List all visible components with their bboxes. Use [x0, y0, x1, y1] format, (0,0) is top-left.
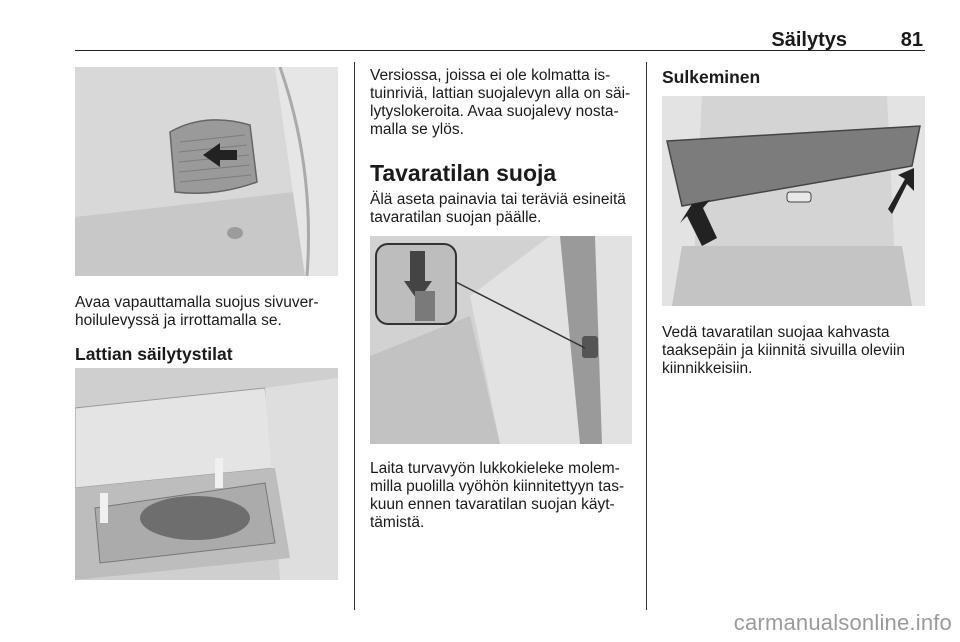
column-divider-right: [646, 62, 647, 610]
seatbelt-tongue-illustration: [370, 236, 632, 444]
floor-storage-heading: Lattian säilytystilat: [75, 344, 233, 364]
page-header: [75, 0, 925, 51]
load-cover-heading: Tavaratilan suoja: [370, 160, 557, 186]
section-title: Säilytys: [771, 29, 847, 51]
closing-heading: Sulkeminen: [662, 67, 761, 87]
storage-intro-text: Versiossa, joissa ei ole kolmatta is- tuinriviä, lattian suojalevyn alla on säi- lytyslokeroita. Avaa suojalevy nosta- malla se ylös.: [370, 67, 631, 138]
load-cover-warning: Älä aseta painavia tai teräviä esineitä tavaratilan suojan päälle.: [370, 191, 626, 226]
closing-caption: Vedä tavaratilan suojaa kahvasta taaksepäin ja kiinnitä sivuilla oleviin kiinnikkeisiin.: [662, 324, 905, 377]
cover-release-illustration: [75, 67, 338, 276]
column-divider-left: [354, 62, 355, 610]
page-number: 81: [900, 29, 923, 51]
floor-storage-illustration: [75, 368, 338, 580]
load-cover-closing-illustration: [662, 96, 925, 306]
seatbelt-caption: Laita turvavyön lukkokieleke molem- milla puolilla vyöhön kiinnitettyyn tas- kuun ennen tavaratilan suojan käyt- tämistä.: [370, 460, 625, 531]
cover-release-caption: Avaa vapauttamalla suojus sivuver- hoilulevyssä ja irrottamalla se.: [75, 294, 319, 329]
watermark: carmanualsonline.info: [733, 610, 952, 635]
